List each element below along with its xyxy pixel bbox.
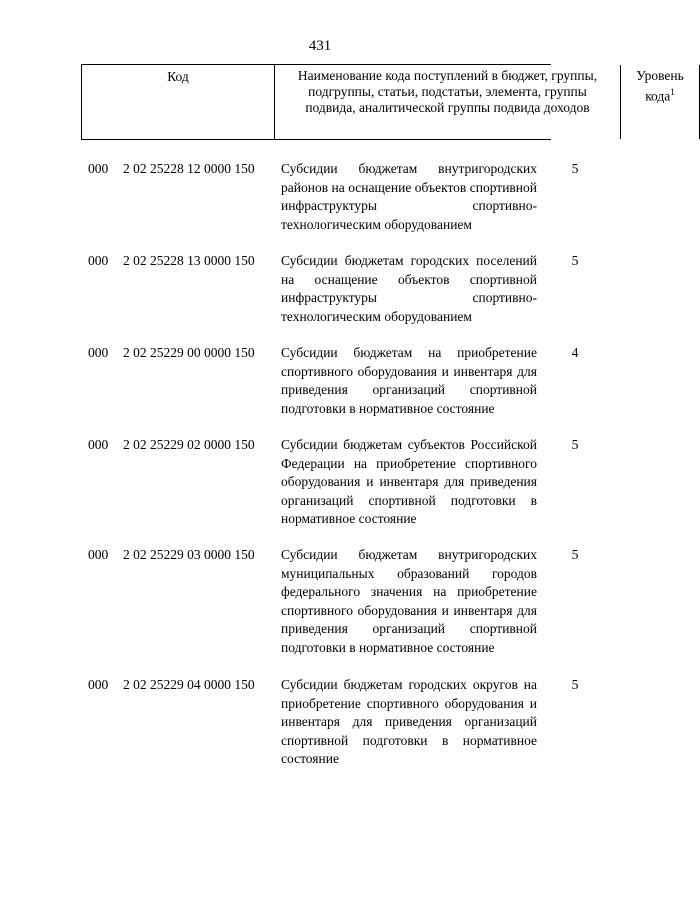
row-name: Субсидии бюджетам городских округов на приобретение спортивного оборудования и инвентаря для приведения организаций спортивной подготовки в нормативное состояние bbox=[281, 677, 537, 767]
row-admin-code: 000 bbox=[88, 677, 109, 692]
row-code: 2 02 25229 00 0000 150 bbox=[123, 345, 255, 360]
header-name-label: Наименование кода поступлений в бюджет, группы, подгруппы, статьи, подстатьи, элемента, группы подвида, аналитической группы подвида доходов bbox=[297, 68, 598, 115]
row-name: Субсидии бюджетам внутригородских муниципальных образований городов федерального значения на приобретение спортивного оборудования и инвентаря для приведения организаций спортивной подготовки в нормативное состояние bbox=[281, 547, 537, 655]
row-name: Субсидии бюджетам внутригородских районов на оснащение объектов спортивной инфраструктуры спортивно-технологическим оборудованием bbox=[281, 161, 537, 232]
row-code: 2 02 25229 03 0000 150 bbox=[123, 547, 255, 562]
row-code: 2 02 25229 02 0000 150 bbox=[123, 437, 255, 452]
row-admin-code: 000 bbox=[88, 345, 109, 360]
row-level: 5 bbox=[571, 437, 579, 452]
row-admin-code: 000 bbox=[88, 161, 109, 176]
footnote-marker: 1 bbox=[670, 87, 675, 97]
row-name: Субсидии бюджетам на приобретение спортивного оборудования и инвентаря для приведения организаций спортивной подготовки в нормативное состояние bbox=[281, 345, 537, 416]
row-name: Субсидии бюджетам городских поселений на оснащение объектов спортивной инфраструктуры спортивно-технологическим оборудованием bbox=[281, 253, 537, 324]
header-code-label: Код bbox=[167, 69, 189, 84]
row-admin-code: 000 bbox=[88, 547, 109, 562]
row-name: Субсидии бюджетам субъектов Российской Федерации на приобретение спортивного оборудования и инвентаря для приведения организаций спортивной подготовки в нормативное состояние bbox=[281, 437, 537, 527]
header-level-label: Уровень кода bbox=[636, 68, 684, 104]
row-code: 2 02 25228 13 0000 150 bbox=[123, 253, 255, 268]
header-code bbox=[81, 65, 274, 139]
row-level: 4 bbox=[571, 345, 579, 360]
row-admin-code: 000 bbox=[88, 437, 109, 452]
page-number: 431 bbox=[308, 38, 332, 54]
row-code: 2 02 25229 04 0000 150 bbox=[123, 677, 255, 692]
header-level bbox=[620, 65, 700, 139]
row-level: 5 bbox=[571, 677, 579, 692]
row-level: 5 bbox=[571, 253, 579, 268]
row-level: 5 bbox=[571, 161, 579, 176]
row-admin-code: 000 bbox=[88, 253, 109, 268]
row-code: 2 02 25228 12 0000 150 bbox=[123, 161, 255, 176]
table-header bbox=[81, 64, 684, 140]
header-name bbox=[274, 65, 620, 139]
row-level: 5 bbox=[571, 547, 579, 562]
